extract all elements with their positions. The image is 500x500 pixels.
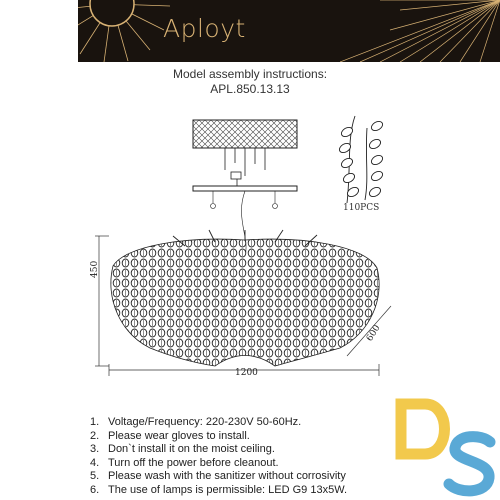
instructions-list bbox=[90, 416, 347, 498]
height-dimension: 450 bbox=[90, 260, 100, 278]
leaf-cluster bbox=[111, 239, 379, 366]
ceiling-canopy bbox=[193, 120, 297, 148]
depth-dimension: 600 bbox=[365, 323, 383, 344]
pieces-label: 110PCS bbox=[343, 203, 380, 213]
list-item: 4. Turn off the power before cleanout. bbox=[90, 456, 279, 469]
ds-logo-icon bbox=[395, 398, 500, 500]
brand-name: Aployt bbox=[163, 14, 246, 43]
list-item: 1. Voltage/Frequency: 220-230V 50-60Hz. bbox=[90, 416, 302, 428]
instructions-title: Model assembly instructions: bbox=[172, 67, 328, 81]
leaf-sample-icon bbox=[338, 116, 384, 203]
width-dimension: 1200 bbox=[235, 368, 258, 378]
list-item: 3. Don`t install it on the moist ceiling. bbox=[90, 443, 275, 456]
model-number: APL.850.13.13 bbox=[210, 82, 290, 96]
list-item: 2. Please wear gloves to install. bbox=[90, 429, 250, 442]
decorative-rays-icon bbox=[340, 0, 500, 62]
list-item: 5. Please wash with the sanitizer without corrosivity bbox=[90, 470, 346, 483]
sun-logo-icon bbox=[78, 0, 172, 62]
chandelier-drawing bbox=[85, 108, 405, 388]
header-banner bbox=[78, 0, 500, 62]
mounting-bar bbox=[193, 186, 297, 191]
list-item: 6. The use of lamps is permissible: LED G9 13x5W. bbox=[90, 483, 348, 496]
